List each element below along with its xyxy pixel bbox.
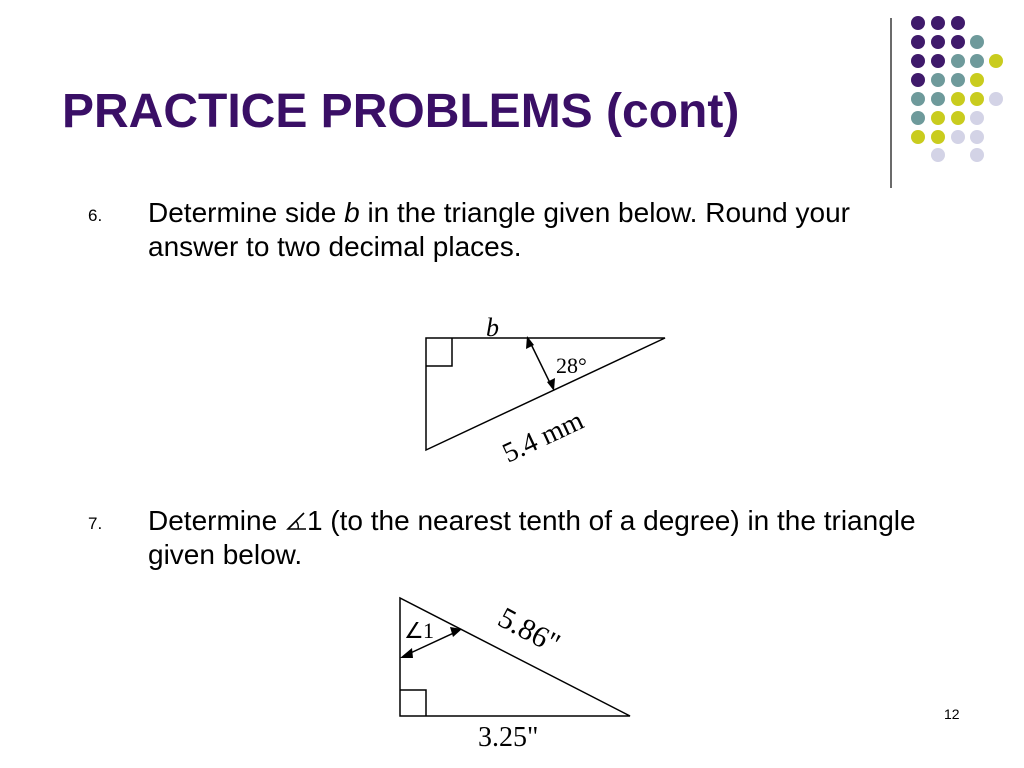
problem-7-text-before: Determine (148, 505, 285, 536)
problem-6-text-after: in the triangle given below. Round your answer to two decimal places. (148, 197, 850, 262)
problem-6-text-before: Determine side (148, 197, 345, 228)
problem-7-text-after: (to the nearest tenth of a degree) in the triangle given below. (148, 505, 916, 570)
page-number: 12 (944, 706, 960, 722)
hypotenuse-7-label: 5.86" (492, 601, 566, 661)
angle-28-label: 28° (556, 353, 587, 378)
slide-title: PRACTICE PROBLEMS (cont) (62, 85, 740, 138)
angle-symbol-label: ∠ (404, 618, 424, 643)
side-7-label: 3.25" (478, 722, 539, 753)
hypotenuse-6-label: 5.4 mm (497, 405, 589, 470)
angle-1-label: 1 (423, 618, 434, 643)
problem-7-number: 7. (88, 514, 103, 533)
problem-6-number: 6. (88, 206, 103, 225)
problem-7-angle-ref: 1 (306, 505, 323, 536)
problem-6-variable: b (344, 197, 360, 228)
right-angle-marker (400, 690, 426, 716)
arrowhead (400, 648, 413, 658)
side-b-label: b (486, 313, 499, 342)
